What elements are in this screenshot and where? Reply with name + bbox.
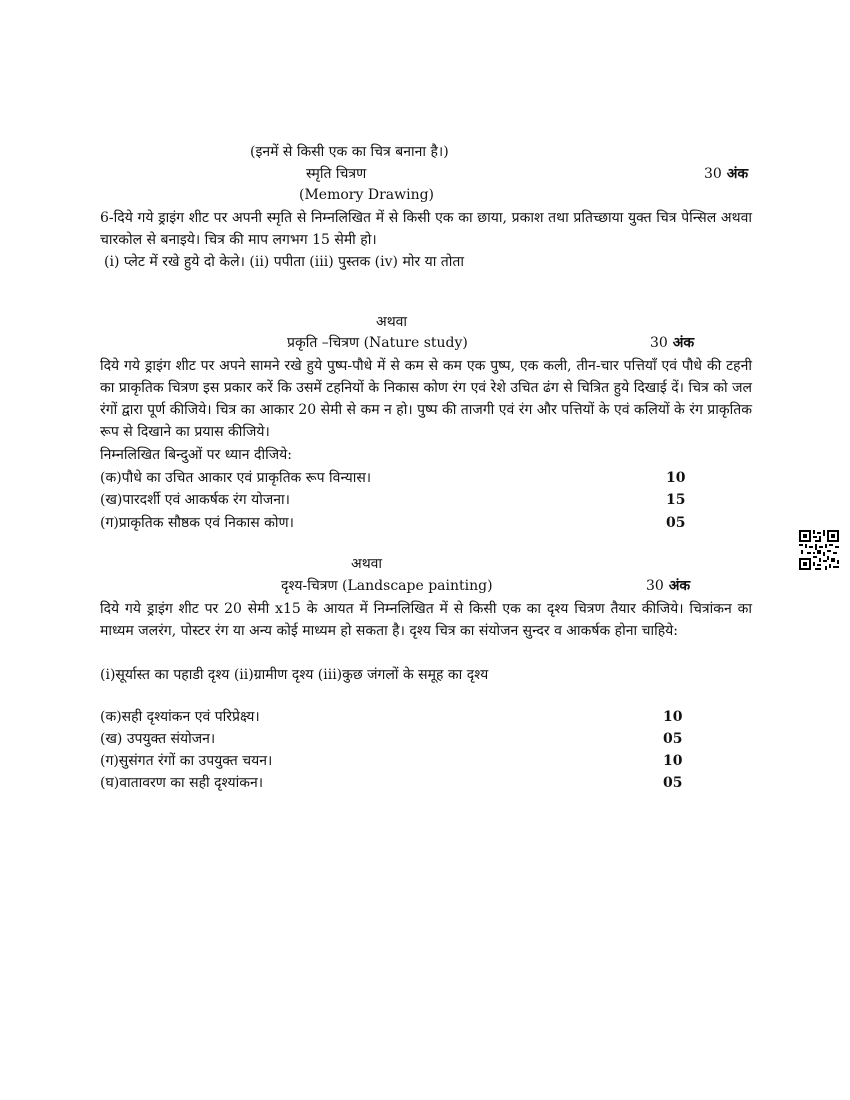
or-label-2: अथवा bbox=[351, 556, 383, 572]
memory-instructions bbox=[100, 207, 752, 251]
landscape-criterion-label: (घ)वातावरण का सही दृश्यांकन। bbox=[100, 775, 264, 791]
landscape-marks-value: 30 bbox=[646, 578, 664, 594]
memory-marks-unit: अंक bbox=[726, 166, 749, 182]
landscape-criterion-marks: 05 bbox=[663, 775, 683, 791]
landscape-criterion-marks: 05 bbox=[663, 731, 683, 747]
landscape-marks-unit: अंक bbox=[668, 578, 691, 594]
memory-title: स्मृति चित्रण bbox=[306, 166, 367, 182]
landscape-marks bbox=[646, 577, 690, 595]
landscape-title: दृश्य-चित्रण (Landscape painting) bbox=[281, 578, 493, 594]
landscape-criterion-label: (ग)सुसंगत रंगों का उपयुक्त चयन। bbox=[100, 753, 273, 769]
nature-instructions bbox=[100, 355, 752, 443]
landscape-criterion-marks: 10 bbox=[663, 709, 683, 725]
nature-criterion-marks: 05 bbox=[666, 515, 686, 531]
nature-criterion-marks: 10 bbox=[666, 470, 686, 486]
nature-text: दिये गये ड्राइंग शीट पर अपने सामने रखे हुये पुष्प-पौधे में से कम से कम एक पुष्प, एक कली, तीन-चार पत्तियाँ एवं पौधे की टहनी का प्राकृतिक चित्रण इस प्रकार करें कि उसमें टहनियों के निकास कोण रंग एवं रेशे उचित ढंग से चित्रित हुये दिखाई दें। चित्र को जल रंगों द्वारा पूर्ण कीजिये। चित्र का आकार 20 सेमी से कम न हो। पुष्प की ताजगी एवं रंग और पत्तियों के एवं कलियों के रंग प्राकृतिक रूप से दिखाने का प्रयास कीजिये। bbox=[100, 358, 752, 440]
nature-marks bbox=[650, 334, 694, 352]
landscape-text: दिये गये ड्राइंग शीट पर 20 सेमी x15 के आयत में निम्नलिखित में से किसी एक का दृश्य चित्रण तैयार कीजिये। चित्रांकन का माध्यम जलरंग, पोस्टर रंग या अन्य कोई माध्यम हो सकता है। दृश्य चित्र का संयोजन सुन्दर व आकर्षक होना चाहिये: bbox=[100, 601, 752, 639]
landscape-criterion-marks: 10 bbox=[663, 753, 683, 769]
or-label-1: अथवा bbox=[376, 314, 408, 330]
memory-marks bbox=[704, 165, 748, 183]
nature-marks-unit: अंक bbox=[672, 335, 695, 351]
landscape-instructions bbox=[100, 598, 752, 642]
nature-criterion-label: (क)पौधे का उचित आकार एवं प्राकृतिक रूप विन्यास। bbox=[100, 470, 372, 486]
qr-code-icon bbox=[799, 530, 839, 570]
intro-note: (इनमें से किसी एक का चित्र बनाना है।) bbox=[250, 144, 449, 160]
landscape-options: (i)सूर्यास्त का पहाडी दृश्य (ii)ग्रामीण दृश्य (iii)कुछ जंगलों के समूह का दृश्य bbox=[100, 667, 489, 683]
nature-criterion-label: (ग)प्राकृतिक सौष्ठक एवं निकास कोण। bbox=[100, 515, 294, 531]
memory-options: (i) प्लेट में रखे हुये दो केले। (ii) पपीता (iii) पुस्तक (iv) मोर या तोता bbox=[104, 254, 465, 270]
memory-marks-value: 30 bbox=[704, 166, 722, 182]
memory-title-en: (Memory Drawing) bbox=[299, 187, 435, 203]
nature-points-heading: निम्नलिखित बिन्दुओं पर ध्यान दीजिये: bbox=[100, 447, 292, 463]
memory-text: 6-दिये गये ड्राइंग शीट पर अपनी स्मृति से निम्नलिखित में से किसी एक का छाया, प्रकाश तथा प्रतिच्छाया युक्त चित्र पेन्सिल अथवा चारकोल से बनाइये। चित्र की माप लगभग 15 सेमी हो। bbox=[100, 210, 752, 248]
nature-criterion-label: (ख)पारदर्शी एवं आकर्षक रंग योजना। bbox=[100, 492, 290, 508]
nature-criterion-marks: 15 bbox=[666, 492, 686, 508]
nature-title: प्रकृति –चित्रण (Nature study) bbox=[287, 335, 468, 351]
landscape-criterion-label: (ख) उपयुक्त संयोजन। bbox=[100, 731, 216, 747]
landscape-criterion-label: (क)सही दृश्यांकन एवं परिप्रेक्ष्य। bbox=[100, 709, 260, 725]
nature-marks-value: 30 bbox=[650, 335, 668, 351]
